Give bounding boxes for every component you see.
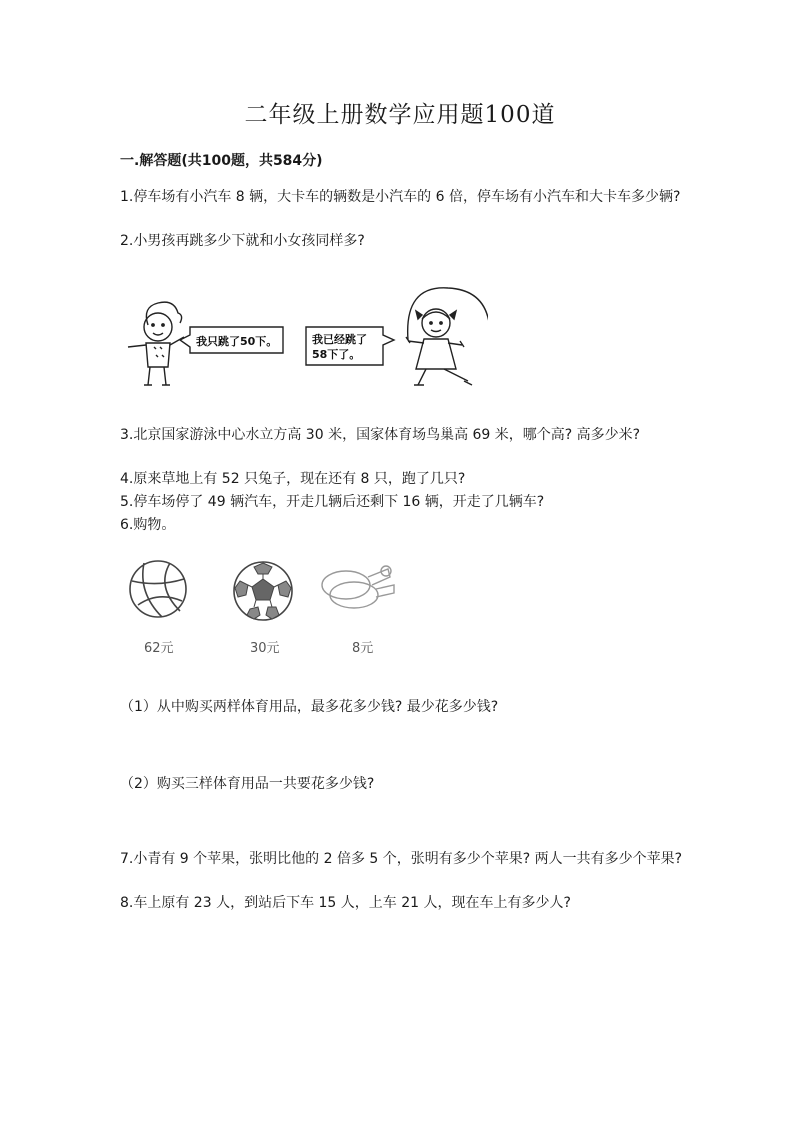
question-7: 7.小青有 9 个苹果，张明比他的 2 倍多 5 个，张明有多少个苹果? 两人一共有多少个苹果? xyxy=(120,851,683,867)
ping-pong-paddles-icon xyxy=(322,566,394,608)
jump-rope-figure xyxy=(118,285,488,405)
ping-pong-price: 8元 xyxy=(352,641,374,656)
question-2: 2.小男孩再跳多少下就和小女孩同样多? xyxy=(120,233,365,249)
boy-illustration xyxy=(128,302,184,385)
question-6: 6.购物。 xyxy=(120,517,176,533)
question-4: 4.原来草地上有 52 只兔子，现在还有 8 只，跑了几只? xyxy=(120,471,466,487)
question-6-part-2: （2）购买三样体育用品一共要花多少钱? xyxy=(120,776,375,792)
question-5: 5.停车场停了 49 辆汽车，开走几辆后还剩下 16 辆，开走了几辆车? xyxy=(120,494,545,510)
girl-speech-bubble xyxy=(306,327,394,365)
basketball-price: 62元 xyxy=(144,641,174,656)
page-title: 二年级上册数学应用题100道 xyxy=(244,102,556,128)
boy-speech-bubble xyxy=(180,327,283,353)
girl-speech-text-line1: 我已经跳了 xyxy=(312,333,367,346)
question-6-part-1: （1）从中购买两样体育用品，最多花多少钱? 最少花多少钱? xyxy=(120,699,499,715)
girl-speech-text-line2: 58下了。 xyxy=(312,348,361,361)
shopping-figure xyxy=(118,555,418,665)
basketball-icon xyxy=(130,561,186,617)
section-heading: 一.解答题(共100题，共584分) xyxy=(120,153,323,169)
soccer-ball-icon xyxy=(234,562,292,620)
question-3: 3.北京国家游泳中心水立方高 30 米，国家体育场鸟巢高 69 米，哪个高? 高多少米? xyxy=(120,427,641,443)
question-1: 1.停车场有小汽车 8 辆，大卡车的辆数是小汽车的 6 倍，停车场有小汽车和大卡车多少辆? xyxy=(120,189,681,205)
boy-speech-text: 我只跳了50下。 xyxy=(196,335,278,348)
soccer-ball-price: 30元 xyxy=(250,641,280,656)
girl-illustration xyxy=(406,288,488,385)
question-8: 8.车上原有 23 人，到站后下车 15 人，上车 21 人，现在车上有多少人? xyxy=(120,895,571,911)
